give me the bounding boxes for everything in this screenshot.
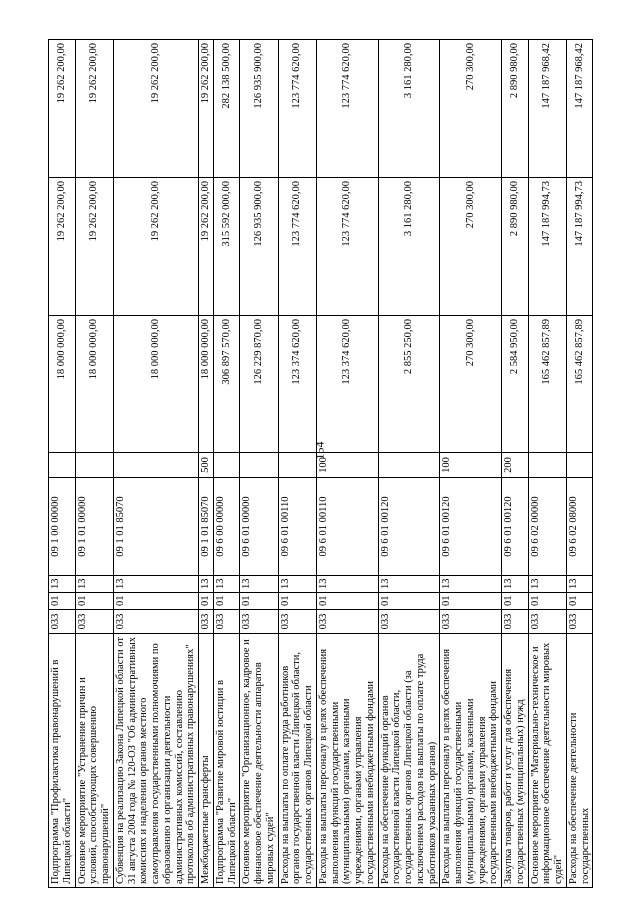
cell-expense-type	[378, 453, 440, 478]
cell-name: Межбюджетные трансферты	[199, 634, 214, 888]
cell-amount-1: 165 462 857,89	[528, 316, 566, 453]
rotated-table-container	[48, 40, 590, 888]
cell-name: Расходы на обеспечение функций органов государственной власти Липецкой области, государственных органов Липецкой области (за исключением расходов на выплаты по оплате труда работников указанных органов)	[378, 634, 440, 888]
cell-target-article: 09 1 00 00000	[49, 478, 76, 576]
cell-amount-3: 282 138 500,00	[213, 40, 240, 178]
cell-amount-3: 19 262 200,00	[75, 40, 113, 178]
cell-amount-3: 123 774 620,00	[278, 40, 316, 178]
cell-admin-code: 033	[240, 610, 278, 634]
cell-admin-code: 033	[75, 610, 113, 634]
cell-admin-code: 033	[49, 610, 76, 634]
cell-amount-3: 147 187 968,42	[528, 40, 566, 178]
cell-amount-2: 270 300,00	[440, 178, 502, 316]
cell-amount-1: 18 000 000,00	[75, 316, 113, 453]
table-row	[440, 40, 502, 888]
cell-subsection: 13	[566, 576, 593, 593]
cell-amount-1: 165 462 857,89	[566, 316, 593, 453]
table-row	[240, 40, 278, 888]
cell-name: Расходы на обеспечение деятельности государственных	[566, 634, 593, 888]
table-row	[199, 40, 214, 888]
cell-admin-code: 033	[213, 610, 240, 634]
cell-section: 01	[240, 593, 278, 610]
cell-subsection: 13	[278, 576, 316, 593]
cell-subsection: 13	[528, 576, 566, 593]
cell-amount-2: 147 187 994,73	[528, 178, 566, 316]
cell-admin-code: 033	[278, 610, 316, 634]
cell-expense-type	[528, 453, 566, 478]
cell-section: 01	[566, 593, 593, 610]
cell-amount-1: 123 374 620,00	[316, 316, 378, 453]
table-row	[566, 40, 593, 888]
cell-subsection: 13	[502, 576, 529, 593]
cell-subsection: 13	[75, 576, 113, 593]
cell-subsection: 13	[440, 576, 502, 593]
cell-amount-2: 147 187 994,73	[566, 178, 593, 316]
cell-subsection: 13	[240, 576, 278, 593]
cell-amount-1: 123 374 620,00	[278, 316, 316, 453]
cell-amount-2: 126 935 900,00	[240, 178, 278, 316]
cell-expense-type	[49, 453, 76, 478]
cell-expense-type	[113, 453, 198, 478]
cell-amount-3: 126 935 900,00	[240, 40, 278, 178]
cell-section: 01	[502, 593, 529, 610]
cell-section: 01	[49, 593, 76, 610]
cell-expense-type	[240, 453, 278, 478]
cell-name: Основное мероприятие "Организационное, кадровое и финансовое обеспечение деятельности аппаратов мировых судей"	[240, 634, 278, 888]
cell-admin-code: 033	[199, 610, 214, 634]
cell-admin-code: 033	[113, 610, 198, 634]
budget-table	[48, 39, 593, 888]
cell-name: Закупка товаров, работ и услуг для обеспечения государственных (муниципальных) нужд	[502, 634, 529, 888]
cell-admin-code: 033	[440, 610, 502, 634]
table-row	[213, 40, 240, 888]
cell-name: Расходы на выплаты по оплате труда работников органов государственной власти Липецкой области, государственных органов Липецкой области	[278, 634, 316, 888]
cell-subsection: 13	[113, 576, 198, 593]
cell-amount-2: 3 161 280,00	[378, 178, 440, 316]
table-row	[278, 40, 316, 888]
cell-expense-type	[75, 453, 113, 478]
cell-amount-2: 2 890 980,00	[502, 178, 529, 316]
cell-subsection: 13	[49, 576, 76, 593]
cell-admin-code: 033	[566, 610, 593, 634]
cell-subsection: 13	[316, 576, 378, 593]
cell-admin-code: 033	[528, 610, 566, 634]
cell-section: 01	[199, 593, 214, 610]
cell-expense-type	[213, 453, 240, 478]
table-row	[528, 40, 566, 888]
cell-amount-1: 270 300,00	[440, 316, 502, 453]
cell-target-article: 09 1 01 85070	[199, 478, 214, 576]
cell-amount-1: 126 229 870,00	[240, 316, 278, 453]
table-row	[49, 40, 76, 888]
cell-subsection: 13	[213, 576, 240, 593]
cell-amount-3: 123 774 620,00	[316, 40, 378, 178]
cell-target-article: 09 1 01 85070	[113, 478, 198, 576]
cell-target-article: 09 6 00 00000	[213, 478, 240, 576]
budget-table-body	[49, 40, 593, 888]
cell-admin-code: 033	[502, 610, 529, 634]
cell-target-article: 09 6 01 00120	[440, 478, 502, 576]
cell-target-article: 09 6 01 00110	[278, 478, 316, 576]
cell-expense-type: 100	[440, 453, 502, 478]
cell-name: Расходы на выплаты персоналу в целях обеспечения выполнения функций государственными (муниципальными) органами, казенными учреждениями, органами управления государственными внебюджетными фондами	[440, 634, 502, 888]
cell-amount-3: 147 187 968,42	[566, 40, 593, 178]
cell-target-article: 09 1 01 00000	[75, 478, 113, 576]
cell-name: Субвенция на реализацию Закона Липецкой области от 31 августа 2004 года № 120-ОЗ "Об административных комиссиях и наделении органов местного самоуправления государственными полномочиями по образованию и организации деятельности административных комиссий, составлению протоколов об административных правонарушениях"	[113, 634, 198, 888]
cell-amount-2: 123 774 620,00	[316, 178, 378, 316]
table-row	[113, 40, 198, 888]
cell-amount-3: 270 300,00	[440, 40, 502, 178]
cell-name: Основное мероприятие "Устранение причин и условий, способствующих совершению правонарушений"	[75, 634, 113, 888]
cell-name: Подпрограмма "Развитие мировой юстиции в Липецкой области"	[213, 634, 240, 888]
cell-amount-2: 19 262 200,00	[49, 178, 76, 316]
cell-section: 01	[528, 593, 566, 610]
cell-name: Подпрограмма "Профилактика правонарушений в Липецкой области"	[49, 634, 76, 888]
cell-admin-code: 033	[316, 610, 378, 634]
cell-amount-2: 123 774 620,00	[278, 178, 316, 316]
page-number-text: 154	[312, 441, 327, 460]
table-row	[75, 40, 113, 888]
cell-amount-3: 19 262 200,00	[49, 40, 76, 178]
cell-target-article: 09 6 01 00000	[240, 478, 278, 576]
cell-section: 01	[278, 593, 316, 610]
cell-admin-code: 033	[378, 610, 440, 634]
cell-amount-1: 18 000 000,00	[49, 316, 76, 453]
cell-target-article: 09 6 01 00120	[502, 478, 529, 576]
cell-expense-type	[278, 453, 316, 478]
cell-amount-1: 18 000 000,00	[113, 316, 198, 453]
cell-amount-3: 3 161 280,00	[378, 40, 440, 178]
cell-expense-type	[566, 453, 593, 478]
cell-amount-2: 19 262 200,00	[113, 178, 198, 316]
cell-expense-type: 200	[502, 453, 529, 478]
table-row	[316, 40, 378, 888]
cell-name: Основное мероприятие "Материально-техническое и информационное обеспечение деятельности мировых судей"	[528, 634, 566, 888]
cell-section: 01	[440, 593, 502, 610]
cell-section: 01	[213, 593, 240, 610]
cell-target-article: 09 6 01 00110	[316, 478, 378, 576]
cell-amount-1: 306 897 570,00	[213, 316, 240, 453]
cell-amount-3: 19 262 200,00	[113, 40, 198, 178]
cell-amount-1: 2 584 950,00	[502, 316, 529, 453]
cell-section: 01	[378, 593, 440, 610]
cell-amount-2: 315 592 000,00	[213, 178, 240, 316]
cell-amount-1: 18 000 000,00	[199, 316, 214, 453]
cell-expense-type: 500	[199, 453, 214, 478]
cell-expense-type: 100	[316, 453, 378, 478]
cell-name: Расходы на выплаты персоналу в целях обеспечения выполнения функций государственными (муниципальными) органами, казенными учреждениями, органами управления государственными внебюджетными фондами	[316, 634, 378, 888]
cell-subsection: 13	[378, 576, 440, 593]
cell-amount-3: 2 890 980,00	[502, 40, 529, 178]
cell-amount-3: 19 262 200,00	[199, 40, 214, 178]
table-row	[502, 40, 529, 888]
cell-amount-2: 19 262 200,00	[199, 178, 214, 316]
cell-subsection: 13	[199, 576, 214, 593]
table-row	[378, 40, 440, 888]
cell-amount-2: 19 262 200,00	[75, 178, 113, 316]
cell-section: 01	[316, 593, 378, 610]
cell-target-article: 09 6 01 00120	[378, 478, 440, 576]
cell-target-article: 09 6 02 08000	[566, 478, 593, 576]
cell-target-article: 09 6 02 00000	[528, 478, 566, 576]
cell-section: 01	[113, 593, 198, 610]
cell-section: 01	[75, 593, 113, 610]
cell-amount-1: 2 855 250,00	[378, 316, 440, 453]
